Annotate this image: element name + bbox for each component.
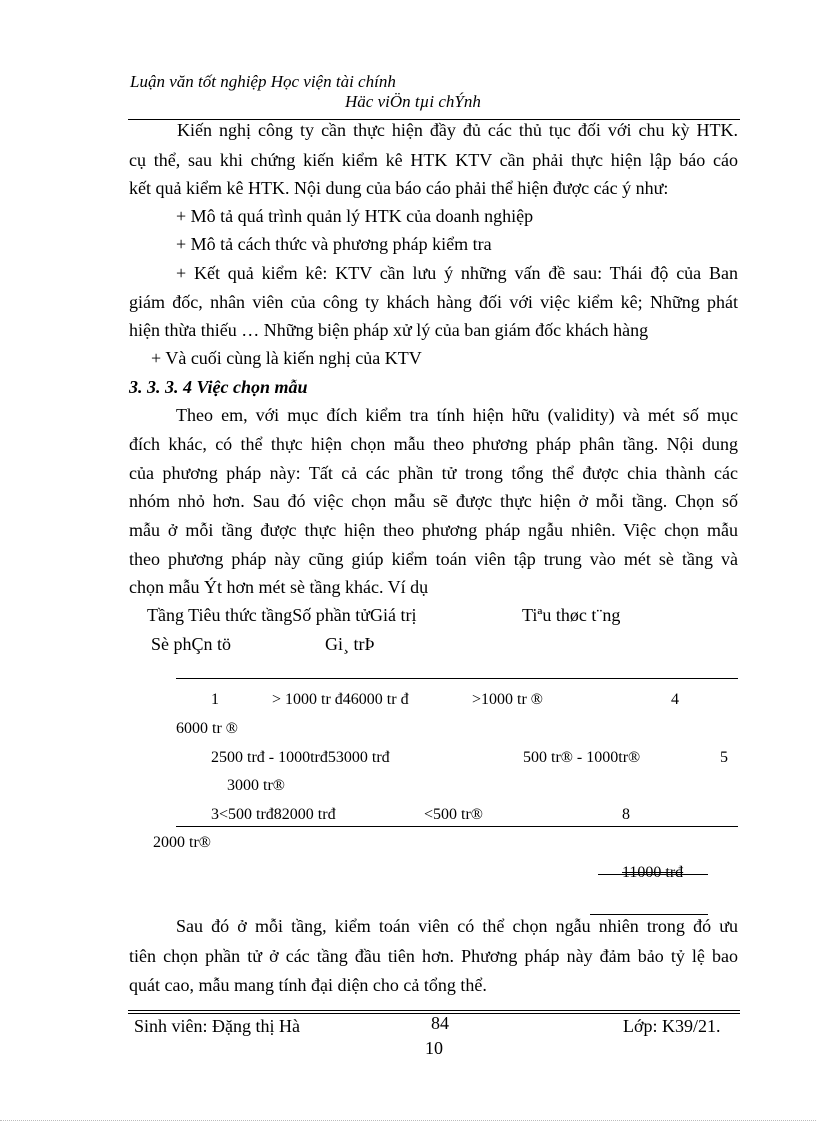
para2-line1: Theo em, với mục đích kiểm tra tính hiện hữu (validity) và mét số mục xyxy=(176,405,738,425)
result-line2: giám đốc, nhân viên của công ty khách hàng đối với việc kiểm kê; Những phát xyxy=(129,292,738,312)
para3-line2: tiên chọn phần tử ở các tầng đầu tiên hơn. Phương pháp này đảm bảo tỷ lệ bao xyxy=(129,946,738,966)
total-strike-extension xyxy=(598,874,708,875)
table-header-right: Tiªu thøc t¨ng xyxy=(522,605,621,625)
para1-line3: kết quả kiểm kê HTK. Nội dung của báo cáo phải thể hiện được các ý như: xyxy=(129,178,669,198)
row3-col-b: <500 tr® xyxy=(424,806,483,823)
row1-col-d: 4 xyxy=(671,691,679,708)
table-header2-left: Sè phÇn tö xyxy=(151,634,232,654)
table-header2-right: Gi¸ trÞ xyxy=(325,634,375,654)
row2-col-d: 3000 tr® xyxy=(227,777,285,794)
section-heading: 3. 3. 3. 4 Việc chọn mẫu xyxy=(129,377,308,397)
bullet-1: + Mô tả quá trình quản lý HTK của doanh nghiệp xyxy=(176,206,534,226)
table-top-rule xyxy=(176,678,738,679)
para2-line2: đích khác, có thể thực hiện chọn mẫu theo phương pháp phân tầng. Nội dung xyxy=(129,434,738,454)
row1-col-a: 1 xyxy=(211,691,219,708)
para2-line5: mẫu ở mỗi tầng được thực hiện theo phương pháp ngẫu nhiên. Việc chọn mẫu xyxy=(129,520,738,540)
total-underline xyxy=(590,914,708,915)
final-bullet: + Và cuối cùng là kiến nghị của KTV xyxy=(151,348,422,368)
para3-line1: Sau đó ở mỗi tầng, kiểm toán viên có thể chọn ngẫu nhiên trong đó ưu xyxy=(176,916,738,936)
footer-student: Sinh viên: Đặng thị Hà xyxy=(134,1016,300,1036)
page-bottom-edge xyxy=(0,1120,816,1121)
row3-col-d: 2000 tr® xyxy=(153,834,211,851)
footer-rule-1 xyxy=(128,1010,740,1011)
footer-class: Lớp: K39/21. xyxy=(623,1016,721,1036)
footer-page-sub: 10 xyxy=(425,1038,443,1058)
row2-col-a: 2500 trđ - 1000trđ53000 trđ xyxy=(211,749,390,766)
row1-col-b: > 1000 tr đ46000 tr đ xyxy=(272,691,409,708)
para3-line3: quát cao, mẫu mang tính đại diện cho cả tổng thể. xyxy=(129,975,487,995)
row3-col-c: 8 xyxy=(622,806,630,823)
result-line3: hiện thừa thiếu … Những biện pháp xử lý của ban giám đốc khách hàng xyxy=(129,320,649,340)
para2-line4: nhóm nhỏ hơn. Sau đó việc chọn mẫu sẽ được thực hiện ở mỗi tầng. Chọn số xyxy=(129,491,738,511)
result-line1: + Kết quả kiểm kê: KTV cần lưu ý những vấn đề sau: Thái độ của Ban xyxy=(176,263,738,283)
para2-line3: của phương pháp này: Tất cả các phần tử trong tổng thể được chia thành các xyxy=(129,463,738,483)
para2-line7: chọn mẫu Ýt hơn mét sè tầng khác. Ví dụ xyxy=(129,577,429,597)
row3-col-a: 3<500 trđ82000 trđ xyxy=(211,806,336,823)
table-total: 11000 trđ xyxy=(622,864,684,881)
header-title: Luận văn tốt nghiệp Học viện tài chính xyxy=(130,72,396,91)
footer-page-number: 84 xyxy=(431,1013,449,1033)
row2-col-c: 5 xyxy=(720,749,728,766)
bullet-2: + Mô tả cách thức và phương pháp kiểm tra xyxy=(176,234,492,254)
para2-line6: theo phương pháp này cũng giúp kiểm toán viên tập trung vào mét sè tầng và xyxy=(129,549,738,569)
table-bottom-rule xyxy=(176,826,738,827)
para1-line1: Kiến nghị công ty cần thực hiện đầy đủ các thủ tục đối với chu kỳ HTK. xyxy=(177,120,738,140)
table-header-left: Tầng Tiêu thức tầngSố phần tửGiá trị xyxy=(147,605,417,625)
para1-line2: cụ thể, sau khi chứng kiến kiểm kê HTK KTV cần phải thực hiện lập báo cáo xyxy=(129,150,738,170)
header-subtitle: Häc viÖn tµi chÝnh xyxy=(345,92,481,111)
row2-col-b: 500 tr® - 1000tr® xyxy=(523,749,641,766)
row1-col-e: 6000 tr ® xyxy=(176,720,238,737)
row1-col-c: >1000 tr ® xyxy=(472,691,543,708)
